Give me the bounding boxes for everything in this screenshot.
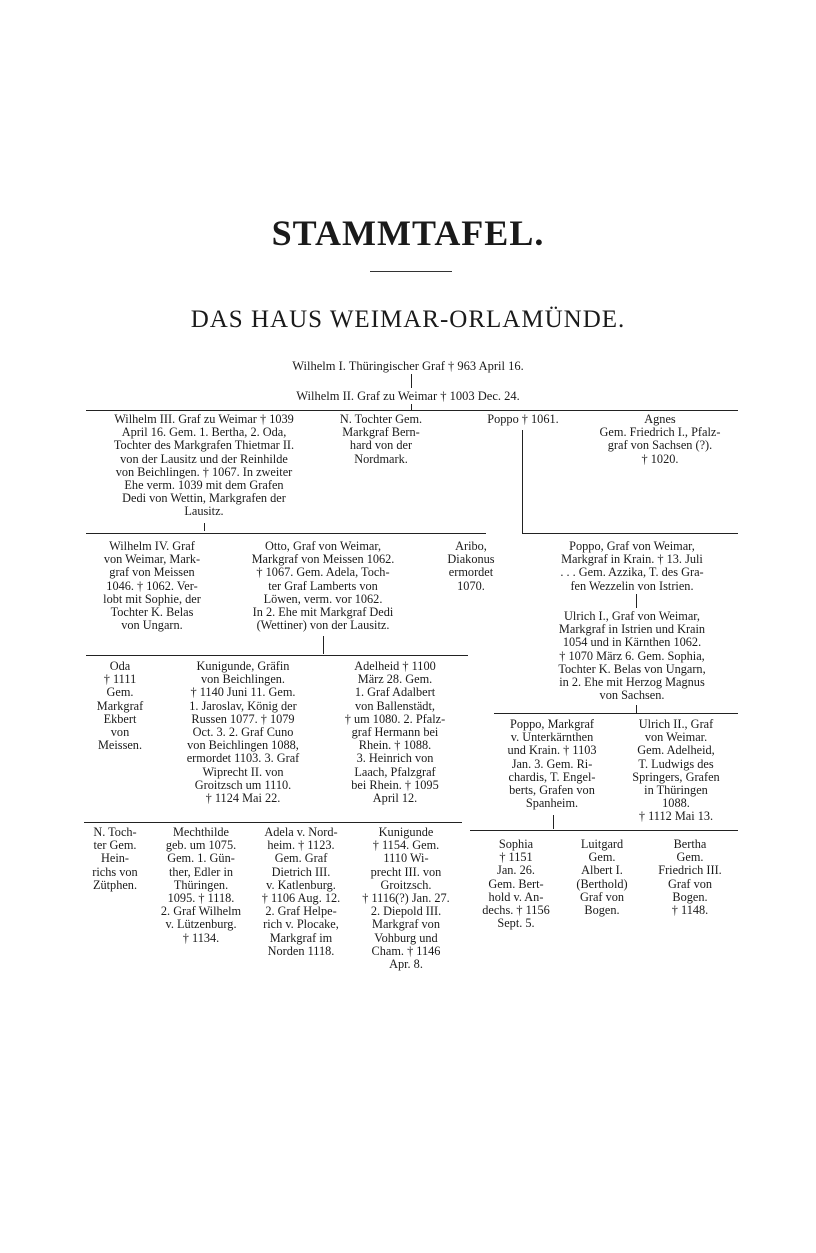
entry-line: Poppo, Graf von Weimar, bbox=[569, 539, 695, 553]
entry-line: Gem. Friedrich I., Pfalz- bbox=[599, 425, 721, 440]
entry-line: von Sachsen. bbox=[599, 688, 665, 703]
entry-line: von bbox=[110, 725, 130, 740]
entry-line: Laach, Pfalzgraf bbox=[354, 764, 436, 779]
entry-line: von Weimar, Mark- bbox=[103, 552, 201, 567]
entry-line: Wiprecht II. von bbox=[202, 764, 284, 779]
entry-line: von der Lausitz und der Reinhilde bbox=[120, 451, 288, 466]
connector bbox=[411, 404, 412, 410]
entry-line: Gem. Adelheid, bbox=[637, 743, 715, 758]
entry-line: März 28. Gem. bbox=[357, 672, 433, 687]
entry-line: 1095. † 1118. bbox=[167, 891, 235, 906]
entry-line: Nordmark. bbox=[354, 451, 408, 466]
entry-line: Apr. 8. bbox=[389, 957, 423, 972]
person-kunigunde-groitzsch bbox=[352, 826, 460, 971]
entry-line: Diakonus bbox=[447, 552, 495, 567]
entry-line: Thüringen. bbox=[173, 877, 229, 892]
entry-line: ter Gem. bbox=[93, 838, 137, 853]
entry-line: von Beichlingen. † 1067. In zweiter bbox=[115, 464, 293, 479]
entry-line: Vohburg und bbox=[374, 930, 438, 945]
entry-line: Wilhelm III. Graf zu Weimar † 1039 bbox=[114, 412, 294, 426]
entry-line: Hein- bbox=[101, 851, 129, 866]
entry-line: Gem. bbox=[588, 850, 616, 865]
person-adela bbox=[250, 826, 352, 958]
person-poppo-krain bbox=[526, 540, 738, 593]
entry-line: Springers, Grafen bbox=[632, 769, 720, 784]
entry-line: Ekbert bbox=[103, 711, 137, 726]
entry-line: † 1116(?) Jan. 27. bbox=[362, 891, 450, 906]
entry-line: N. Tochter Gem. bbox=[339, 412, 423, 426]
entry-line: von Beichlingen. bbox=[200, 672, 285, 687]
generation-bracket bbox=[522, 533, 738, 534]
entry-line: heim. † 1123. bbox=[267, 838, 335, 853]
entry-line: Markgraf bbox=[96, 698, 144, 713]
entry-line: † 1148. bbox=[671, 903, 709, 918]
entry-line: Bogen. bbox=[672, 889, 708, 904]
entry-line: Ehe verm. 1039 mit dem Grafen bbox=[124, 478, 284, 493]
entry-line: Gem. Graf bbox=[274, 851, 328, 866]
entry-line: graf von Meissen bbox=[109, 565, 195, 580]
entry-line: Tochter K. Belas von Ungarn, bbox=[558, 661, 706, 676]
entry-line: Friedrich III. bbox=[658, 863, 722, 878]
entry-line: Markgraf von Meissen 1062. bbox=[251, 552, 395, 567]
entry-line: Albert I. bbox=[581, 863, 623, 878]
entry-line: † 1070 März 6. Gem. Sophia, bbox=[559, 648, 705, 663]
entry-line: 1046. † 1062. Ver- bbox=[106, 578, 198, 593]
generation-bracket bbox=[86, 533, 486, 534]
entry-line: 1088. bbox=[662, 796, 690, 811]
connector bbox=[553, 815, 554, 829]
entry-line: in Thüringen bbox=[644, 783, 708, 798]
entry-line: Tochter K. Belas bbox=[110, 605, 194, 620]
entry-line: Tochter des Markgrafen Thietmar II. bbox=[113, 438, 295, 453]
entry-line: fen Wezzelin von Istrien. bbox=[570, 578, 694, 593]
entry-line: Russen 1077. † 1079 bbox=[191, 711, 295, 726]
entry-line: v. Unterkärnthen bbox=[510, 730, 594, 745]
gen1-entry: Wilhelm I. Thüringischer Graf † 963 April 16. bbox=[292, 359, 524, 373]
person-sophia bbox=[470, 838, 562, 930]
entry-line: † 1020. bbox=[641, 451, 679, 466]
entry-line: Jan. 26. bbox=[497, 863, 535, 878]
person-n-tochter bbox=[326, 413, 436, 466]
entry-line: † 1151 bbox=[499, 850, 533, 865]
person-agnes bbox=[580, 413, 740, 466]
entry-line: (Berthold) bbox=[576, 876, 628, 891]
entry-line: Markgraf von bbox=[372, 917, 440, 932]
entry-line: dechs. † 1156 bbox=[482, 903, 550, 918]
entry-line: Sept. 5. bbox=[497, 916, 535, 931]
entry-line: Gem. 1. Gün- bbox=[167, 851, 235, 866]
entry-line: † 1134. bbox=[182, 930, 220, 945]
entry-line: graf Hermann bei bbox=[351, 725, 439, 740]
entry-line: Dietrich III. bbox=[271, 864, 331, 879]
entry-line: von Ballenstädt, bbox=[355, 698, 435, 713]
entry-line: Gem. Bert- bbox=[488, 876, 544, 891]
entry-line: † 1067. Gem. Adela, Toch- bbox=[256, 565, 390, 580]
entry-line: 3. Heinrich von bbox=[356, 751, 434, 766]
person-poppo-unterkaernthen bbox=[490, 718, 614, 810]
entry-line: Gem. bbox=[676, 850, 704, 865]
title-divider bbox=[370, 271, 452, 272]
gen2-entry: Wilhelm II. Graf zu Weimar † 1003 Dec. 24. bbox=[296, 389, 520, 403]
entry-line: 1. Jaroslav, König der bbox=[189, 698, 297, 713]
entry-line: Rhein. † 1088. bbox=[358, 738, 432, 753]
entry-line: Markgraf im bbox=[269, 930, 333, 945]
entry-line: Poppo † 1061. bbox=[487, 412, 559, 426]
person-adelheid bbox=[330, 660, 460, 805]
entry-line: † 1112 Mai 13. bbox=[638, 809, 714, 824]
person-wilhelm-iv bbox=[78, 540, 226, 632]
generation-bracket bbox=[494, 713, 738, 714]
entry-line: 1054 und in Kärnthen 1062. bbox=[562, 635, 702, 650]
entry-line: Cham. † 1146 bbox=[371, 943, 441, 958]
entry-line: in 2. Ehe mit Herzog Magnus bbox=[559, 675, 705, 690]
entry-line: Mechthilde bbox=[172, 825, 229, 839]
entry-line: v. Lützenburg. bbox=[165, 917, 237, 932]
person-aribo bbox=[430, 540, 512, 593]
entry-line: Ulrich II., Graf bbox=[638, 717, 714, 731]
entry-line: 2. Diepold III. bbox=[370, 904, 442, 919]
person-ulrich-i bbox=[526, 610, 738, 702]
person-ulrich-ii bbox=[614, 718, 738, 824]
entry-line: Oct. 3. 2. Graf Cuno bbox=[192, 725, 294, 740]
generation-bracket bbox=[86, 410, 738, 411]
entry-line: . . . Gem. Azzika, T. des Gra- bbox=[560, 565, 704, 580]
person-kunigunde bbox=[160, 660, 326, 805]
entry-line: Graf von bbox=[667, 876, 713, 891]
connector bbox=[204, 523, 205, 531]
entry-line: † 1154. Gem. bbox=[372, 838, 440, 853]
page-title: STAMMTAFEL. bbox=[271, 213, 545, 253]
entry-line: Adelheid † 1100 bbox=[354, 659, 436, 673]
entry-line: Jan. 3. Gem. Ri- bbox=[511, 756, 593, 771]
entry-line: Wilhelm IV. Graf bbox=[109, 539, 195, 553]
generation-bracket bbox=[86, 655, 468, 656]
entry-line: † 1124 Mai 22. bbox=[205, 791, 281, 806]
entry-line: Luitgard bbox=[580, 837, 624, 851]
entry-line: Ulrich I., Graf von Weimar, bbox=[564, 609, 700, 623]
entry-line: T. Ludwigs des bbox=[638, 756, 714, 771]
entry-line: Groitzsch um 1110. bbox=[194, 777, 292, 792]
entry-line: Adela v. Nord- bbox=[264, 825, 338, 839]
entry-line: Otto, Graf von Weimar, bbox=[264, 539, 382, 553]
entry-line: Aribo, bbox=[455, 539, 487, 553]
entry-line: April 16. Gem. 1. Bertha, 2. Oda, bbox=[121, 425, 287, 440]
entry-line: ther, Edler in bbox=[168, 864, 234, 879]
entry-line: lobt mit Sophie, der bbox=[103, 591, 201, 606]
entry-line: 1110 Wi- bbox=[383, 851, 429, 866]
entry-line: und Krain. † 1103 bbox=[507, 743, 597, 758]
entry-line: Graf von bbox=[579, 889, 625, 904]
person-wilhelm-iii bbox=[86, 413, 322, 519]
entry-line: In 2. Ehe mit Markgraf Dedi bbox=[252, 605, 394, 620]
entry-line: graf von Sachsen (?). bbox=[607, 438, 713, 453]
entry-line: 2. Graf Helpe- bbox=[265, 904, 337, 919]
entry-line: hold v. An- bbox=[488, 889, 544, 904]
entry-line: Meissen. bbox=[97, 738, 143, 753]
entry-line: 2. Graf Wilhelm bbox=[160, 904, 242, 919]
entry-line: Oda bbox=[109, 659, 131, 673]
generation-bracket bbox=[470, 830, 738, 831]
entry-line: Lausitz. bbox=[184, 504, 224, 519]
entry-line: † 1111 bbox=[103, 672, 137, 687]
entry-line: Sophia bbox=[498, 837, 534, 851]
entry-line: † 1106 Aug. 12. bbox=[261, 891, 341, 906]
entry-line: Poppo, Markgraf bbox=[509, 717, 594, 731]
entry-line: 1070. bbox=[457, 578, 485, 593]
person-n-tochter-zuetphen bbox=[78, 826, 152, 892]
entry-line: geb. um 1075. bbox=[165, 838, 237, 853]
entry-line: chardis, T. Engel- bbox=[508, 769, 596, 784]
entry-line: Agnes bbox=[644, 412, 676, 426]
entry-line: Löwen, verm. vor 1062. bbox=[263, 591, 383, 606]
entry-line: (Wettiner) von der Lausitz. bbox=[256, 618, 390, 633]
page-subtitle: DAS HAUS WEIMAR-ORLAMÜNDE. bbox=[190, 306, 626, 333]
entry-line: Bogen. bbox=[584, 903, 620, 918]
entry-line: von Ungarn. bbox=[121, 618, 183, 633]
entry-line: Bertha bbox=[673, 837, 707, 851]
entry-line: von Weimar. bbox=[644, 730, 708, 745]
person-bertha bbox=[642, 838, 738, 917]
entry-line: Gem. bbox=[106, 685, 134, 700]
connector bbox=[411, 374, 412, 388]
person-poppo bbox=[468, 413, 578, 426]
person-mechthilde bbox=[150, 826, 252, 945]
entry-line: Spanheim. bbox=[525, 796, 579, 811]
entry-line: richs von bbox=[92, 864, 138, 879]
entry-line: ermordet bbox=[448, 565, 494, 580]
entry-line: Kunigunde, Gräfin bbox=[196, 659, 290, 673]
person-luitgard bbox=[560, 838, 644, 917]
entry-line: 1. Graf Adalbert bbox=[354, 685, 436, 700]
entry-line: Groitzsch. bbox=[380, 877, 432, 892]
entry-line: Markgraf Bern- bbox=[342, 425, 420, 440]
entry-line: N. Toch- bbox=[93, 825, 137, 839]
entry-line: precht III. von bbox=[370, 864, 442, 879]
connector bbox=[323, 636, 324, 654]
entry-line: ermordet 1103. 3. Graf bbox=[186, 751, 300, 766]
entry-line: hard von der bbox=[349, 438, 413, 453]
entry-line: † um 1080. 2. Pfalz- bbox=[344, 711, 446, 726]
entry-line: † 1140 Juni 11. Gem. bbox=[190, 685, 296, 700]
entry-line: rich v. Plocake, bbox=[263, 917, 339, 932]
connector bbox=[636, 594, 637, 608]
entry-line: ter Graf Lamberts von bbox=[268, 578, 378, 593]
entry-line: April 12. bbox=[372, 791, 418, 806]
entry-line: von Beichlingen 1088, bbox=[187, 738, 299, 753]
entry-line: Markgraf in Istrien und Krain bbox=[558, 622, 706, 637]
entry-line: Kunigunde bbox=[378, 825, 434, 839]
person-oda bbox=[84, 660, 156, 752]
entry-line: Norden 1118. bbox=[267, 943, 335, 958]
entry-line: Zütphen. bbox=[92, 877, 138, 892]
entry-line: berts, Grafen von bbox=[509, 783, 595, 798]
entry-line: Dedi von Wettin, Markgrafen der bbox=[122, 491, 286, 506]
entry-line: Markgraf in Krain. † 13. Juli bbox=[561, 552, 703, 567]
connector bbox=[522, 430, 523, 533]
entry-line: bei Rhein. † 1095 bbox=[351, 777, 439, 792]
generation-bracket bbox=[84, 822, 462, 823]
person-otto bbox=[228, 540, 418, 632]
connector bbox=[636, 705, 637, 713]
entry-line: v. Katlenburg. bbox=[266, 877, 336, 892]
